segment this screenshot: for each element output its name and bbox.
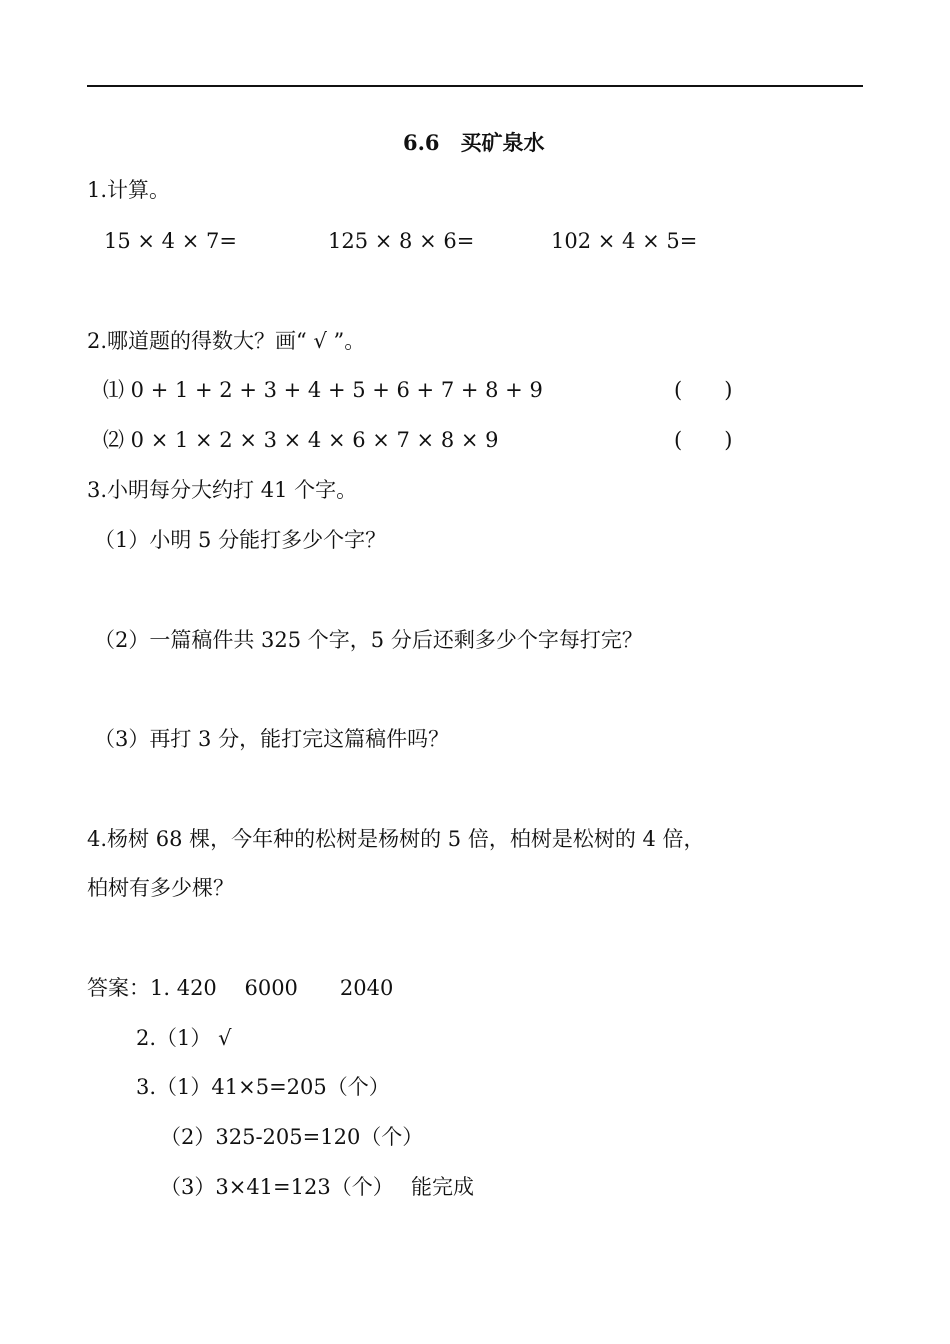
answer-3-2: （2）325-205=120（个） bbox=[160, 1125, 424, 1149]
q4-line-2: 柏树有多少棵？ bbox=[87, 876, 234, 900]
header-rule bbox=[87, 85, 863, 87]
q1-heading: 1.计算。 bbox=[87, 178, 171, 202]
q3-sub-2: （2）一篇稿件共 325 个字，5 分后还剩多少个字每打完？ bbox=[94, 628, 643, 652]
answer-3-1: 3.（1）41×5=205（个） bbox=[136, 1075, 390, 1099]
q2-item-1: ⑴ 0 + 1 + 2 + 3 + 4 + 5 + 6 + 7 + 8 + 9 bbox=[103, 378, 543, 402]
answer-3-3: （3）3×41=123（个） bbox=[160, 1175, 394, 1199]
q2-heading: 2.哪道题的得数大？画“ √ ”。 bbox=[87, 329, 366, 353]
q1-expr-1: 15 × 4 × 7= bbox=[104, 229, 237, 253]
answer-2: 2.（1） √ bbox=[136, 1026, 232, 1050]
q3-heading: 3.小明每分大约打 41 个字。 bbox=[87, 478, 358, 502]
q2-item-2-blank: ( ) bbox=[674, 428, 733, 452]
q2-item-2: ⑵ 0 × 1 × 2 × 3 × 4 × 6 × 7 × 8 × 9 bbox=[103, 428, 499, 452]
answer-1: 答案：1. 420 6000 2040 bbox=[87, 976, 394, 1000]
q4-line-1: 4.杨树 68 棵，今年种的松树是杨树的 5 倍，柏树是松树的 4 倍， bbox=[87, 827, 705, 851]
q1-expr-2: 125 × 8 × 6= bbox=[328, 229, 475, 253]
q3-sub-3: （3）再打 3 分，能打完这篇稿件吗？ bbox=[94, 727, 450, 751]
q3-sub-1: （1）小明 5 分能打多少个字？ bbox=[94, 528, 387, 552]
q1-expr-3: 102 × 4 × 5= bbox=[551, 229, 698, 253]
q2-item-1-blank: ( ) bbox=[674, 378, 733, 402]
answer-3-3-note: 能完成 bbox=[411, 1175, 474, 1199]
page-title: 6.6 买矿泉水 bbox=[403, 130, 545, 155]
